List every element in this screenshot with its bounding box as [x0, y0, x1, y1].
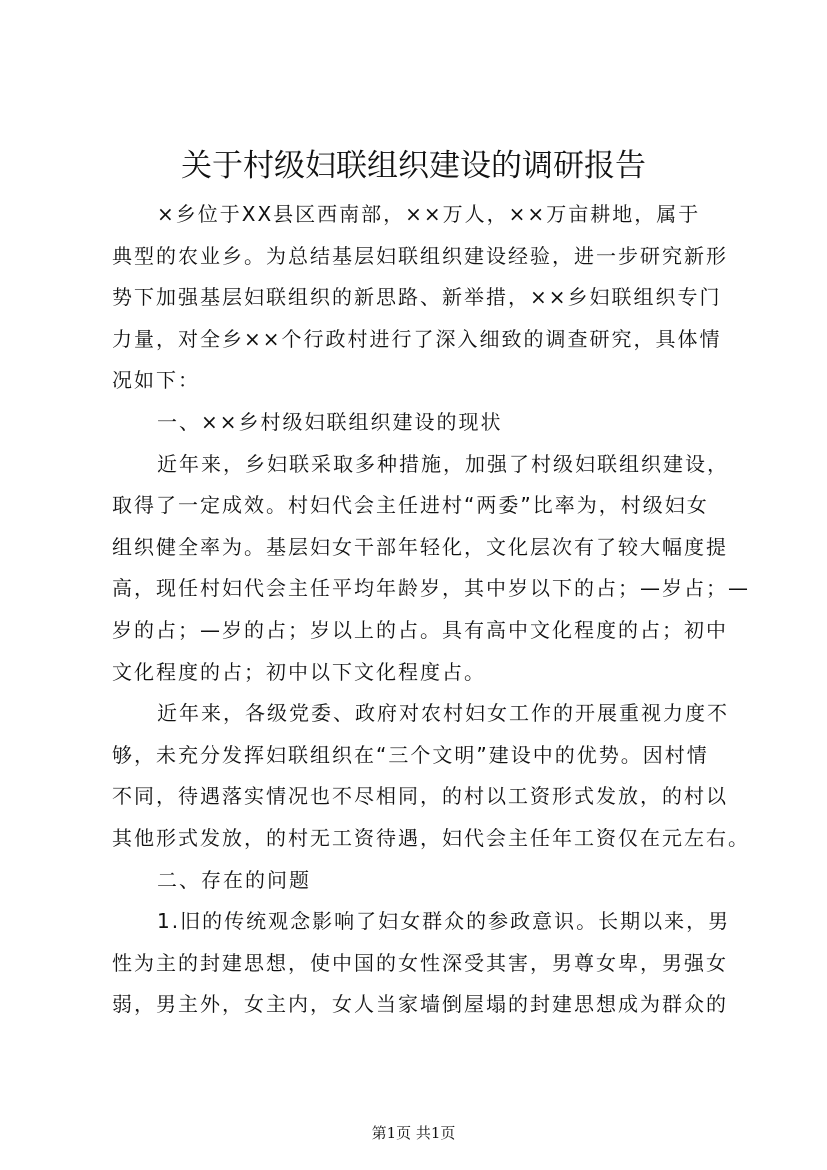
paragraph-line: 高，现任村妇代会主任平均年龄岁，其中岁以下的占；—岁占；— [112, 576, 750, 601]
paragraph-line: 性为主的封建思想，使中国的女性深受其害，男尊女卑，男强女 [112, 950, 728, 975]
paragraph-line: 近年来，乡妇联采取多种措施，加强了村级妇联组织建设， [157, 451, 729, 476]
paragraph-line: 典型的农业乡。为总结基层妇联组织建设经验，进一步研究新形 [112, 243, 728, 268]
page-number-footer: 第1页 共1页 [371, 1124, 456, 1142]
paragraph-line: 势下加强基层妇联组织的新思路、新举措，××乡妇联组织专门 [112, 285, 722, 310]
paragraph-line: 1.旧的传统观念影响了妇女群众的参政意识。长期以来，男 [157, 909, 731, 934]
paragraph-line: 文化程度的占；初中以下文化程度占。 [112, 659, 486, 684]
paragraph-line: 弱，男主外，女主内，女人当家墙倒屋塌的封建思想成为群众的 [112, 992, 728, 1017]
document-title: 关于村级妇联组织建设的调研报告 [181, 148, 646, 184]
paragraph-line: 组织健全率为。基层妇女干部年轻化，文化层次有了较大幅度提 [112, 534, 728, 559]
paragraph-line: 岁的占；—岁的占；岁以上的占。具有高中文化程度的占；初中 [112, 617, 728, 642]
paragraph-line: 取得了一定成效。村妇代会主任进村“两委”比率为，村级妇女 [112, 493, 709, 518]
paragraph-line: 其他形式发放，的村无工资待遇，妇代会主任年工资仅在元左右。 [112, 825, 750, 850]
document-body [112, 194, 750, 1026]
section-heading: 一、××乡村级妇联组织建设的现状 [157, 409, 503, 434]
section-heading: 二、存在的问题 [157, 867, 311, 892]
paragraph-line: ×乡位于XX县区西南部，××万人，××万亩耕地，属于 [157, 202, 701, 226]
paragraph-line: 不同，待遇落实情况也不尽相同，的村以工资形式发放，的村以 [112, 784, 728, 809]
paragraph-line: 况如下： [112, 368, 200, 393]
paragraph-line: 力量，对全乡××个行政村进行了深入细致的调查研究，具体情 [112, 326, 722, 351]
paragraph-line: 够，未充分发挥妇联组织在“三个文明”建设中的优势。因村情 [112, 742, 709, 767]
paragraph-line: 近年来，各级党委、政府对农村妇女工作的开展重视力度不 [157, 701, 729, 726]
